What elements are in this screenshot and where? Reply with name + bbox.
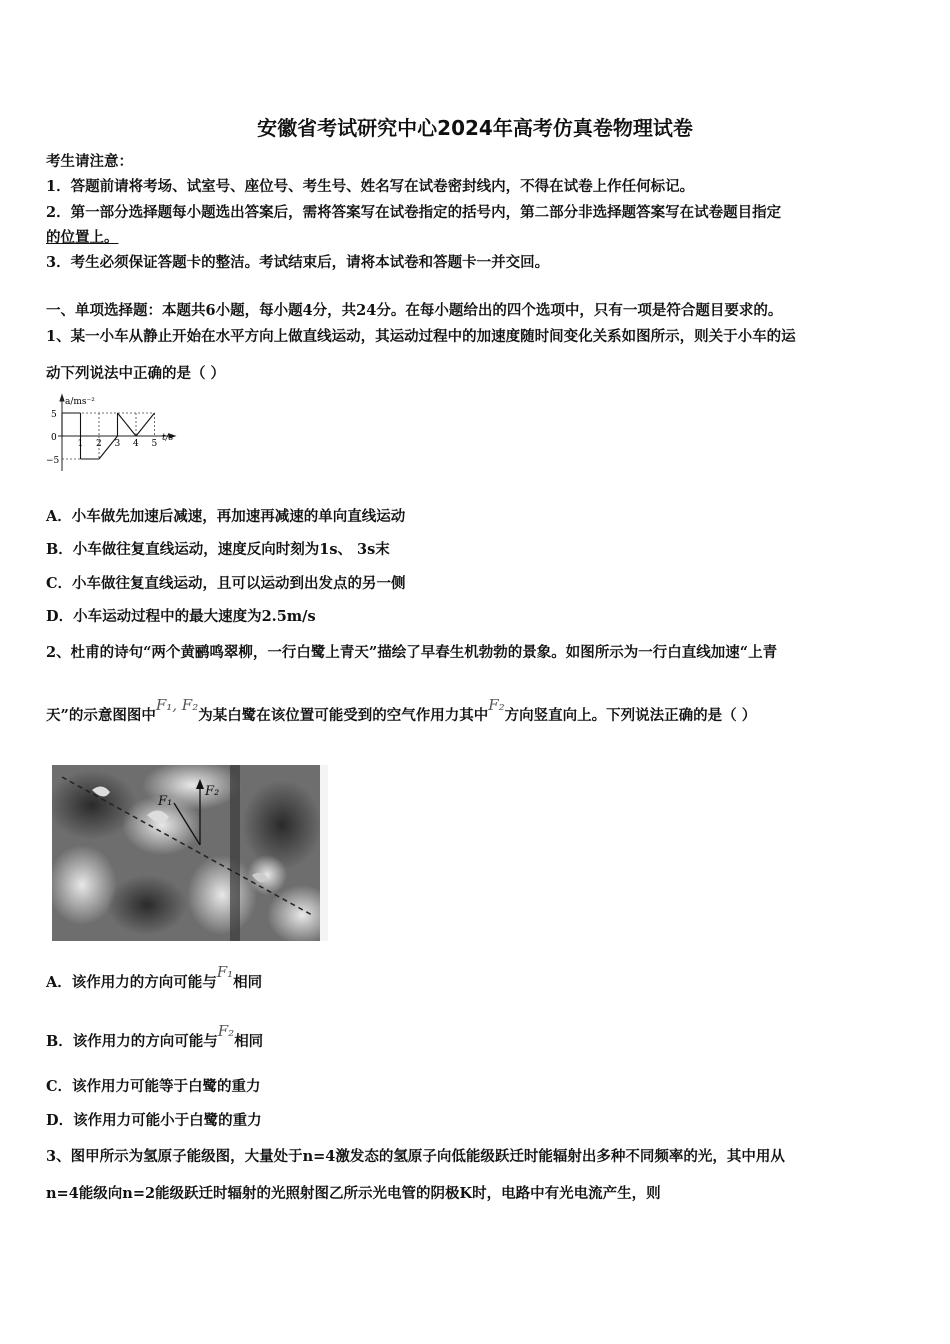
y-tick-0: 0 (51, 433, 57, 443)
q1-option-d: D．小车运动过程中的最大速度为2.5m/s (46, 608, 316, 625)
y-axis-arrow (60, 395, 64, 401)
q2-option-d: D．该作用力可能小于白鹭的重力 (46, 1112, 262, 1129)
q2-option-a: A．该作用力的方向可能与F₁相同 (46, 963, 263, 991)
x-tick-label: 4 (133, 439, 139, 449)
y-tick-5: 5 (51, 410, 57, 420)
q1-option-b: B．小车做往复直线运动，速度反向时刻为1s、 3s末 (46, 541, 390, 558)
x-tick-label: 1 (77, 439, 84, 449)
force-symbol-f1-f2: F₁, F₂ (155, 696, 199, 714)
q3-stem-line1: 3、图甲所示为氢原子能级图，大量处于n=4激发态的氢原子向低能级跃迁时能辐射出多种不同频率的光，其中用从 (46, 1148, 785, 1165)
q1-option-a: A．小车做先加速后减速，再加速再减速的单向直线运动 (46, 508, 406, 525)
force-symbol-f2: F₂ (217, 1022, 235, 1040)
force-symbol-f2: F₂ (488, 696, 505, 714)
x-tick-label: 5 (151, 439, 158, 449)
x-tick-label: 2 (96, 439, 102, 449)
q3-stem-line2: n=4能级向n=2能级跃迁时辐射的光照射图乙所示光电管的阴极K时，电路中有光电流产生，则 (46, 1185, 661, 1202)
q2-stem-line2: 天”的示意图图中F₁, F₂为某白鹭在该位置可能受到的空气作用力其中F₂方向竖直向上。下列说法正确的是（ ） (46, 696, 757, 724)
graph-segment (136, 413, 155, 436)
graph-segment (118, 413, 137, 436)
x-tick-label: 3 (114, 439, 121, 449)
y-tick-minus5: −5 (46, 456, 60, 466)
force-symbol-f1: F₁ (216, 963, 234, 981)
page-title: 安徽省考试研究中心2024年高考仿真卷物理试卷 (257, 116, 693, 140)
egret-photo (52, 765, 328, 941)
q2-option-c: C．该作用力可能等于白鹭的重力 (46, 1078, 261, 1095)
q1-stem-line1: 1、某一小车从静止开始在水平方向上做直线运动，其运动过程中的加速度随时间变化关系如图所示，则关于小车的运 (46, 328, 796, 345)
y-axis-label: a/ms⁻² (65, 397, 95, 407)
x-axis-label: t/s (162, 433, 174, 443)
q2-option-b: B．该作用力的方向可能与F₂相同 (46, 1022, 264, 1050)
q1-option-c: C．小车做往复直线运动，且可以运动到出发点的另一侧 (46, 575, 406, 592)
q2-stem-line1: 2、杜甫的诗句“两个黄鹂鸣翠柳，一行白鹭上青天”描绘了早春生机勃勃的景象。如图所示为一行白直线加速“上青 (46, 644, 778, 661)
acceleration-time-graph (44, 393, 184, 475)
q1-stem-line2: 动下列说法中正确的是（ ） (46, 365, 226, 382)
section-heading: 一、单项选择题：本题共6小题，每小题4分，共24分。在每小题给出的四个选项中，只有一项是符合题目要求的。 (46, 302, 783, 319)
notice-item-1: 1．答题前请将考场、试室号、座位号、考生号、姓名写在试卷密封线内，不得在试卷上作任何标记。 (46, 178, 695, 195)
photo-label-f1: F₁ (158, 794, 173, 809)
notice-item-2: 2．第一部分选择题每小题选出答案后，需将答案写在试卷指定的括号内，第二部分非选择题答案写在试卷题目指定 (46, 204, 782, 221)
photo-label-f2: F₂ (205, 784, 220, 799)
notice-heading: 考生请注意： (46, 153, 133, 170)
notice-item-3: 3．考生必须保证答题卡的整洁。考试结束后，请将本试卷和答题卡一并交回。 (46, 254, 550, 271)
notice-item-2-cont: 的位置上。 (46, 229, 119, 246)
